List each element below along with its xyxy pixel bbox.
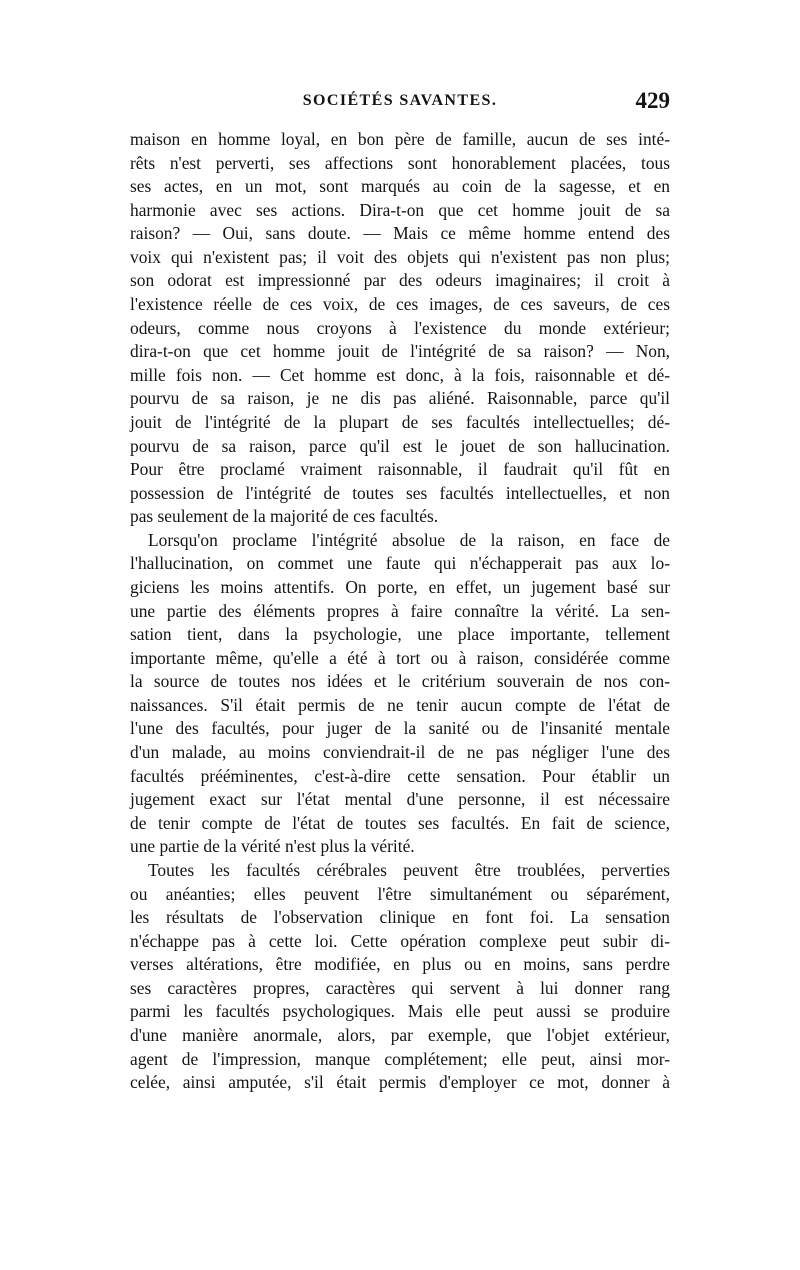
text-line: odeurs, comme nous croyons à l'existence du monde extérieur;	[130, 317, 670, 338]
text-line: importante même, qu'elle a été à tort ou à raison, considérée comme	[130, 647, 670, 668]
text-line: facultés prééminentes, c'est-à-dire cette sensation. Pour établir un	[130, 765, 670, 786]
text-line: possession de l'intégrité de toutes ses facultés intellectuelles, et non	[130, 482, 670, 503]
paragraph-end-line: une partie de la vérité n'est plus la vérité.	[130, 836, 415, 857]
text-line: pourvu de sa raison, je ne dis pas aliéné. Raisonnable, parce qu'il	[130, 388, 670, 409]
text-line: les résultats de l'observation clinique en font foi. La sensation	[130, 907, 670, 928]
text-line: n'échappe pas à cette loi. Cette opération complexe peut subir di-	[130, 930, 670, 951]
body-text	[130, 128, 670, 1095]
text-line: verses altérations, être modifiée, en plus ou en moins, sans perdre	[130, 954, 670, 975]
text-line: naissances. S'il était permis de ne tenir aucun compte de l'état de	[130, 694, 670, 715]
text-line: d'une manière anormale, alors, par exemple, que l'objet extérieur,	[130, 1024, 670, 1045]
text-line: mille fois non. — Cet homme est donc, à la fois, raisonnable et dé-	[130, 364, 670, 385]
page-number: 429	[635, 88, 670, 113]
running-head	[130, 88, 670, 116]
text-line: voix qui n'existent pas; il voit des objets qui n'existent pas non plus;	[130, 246, 670, 267]
text-line: son odorat est impressionné par des odeurs imaginaires; il croit à	[130, 270, 670, 291]
paragraph-end-line: pas seulement de la majorité de ces facultés.	[130, 506, 439, 527]
text-line: de tenir compte de l'état de toutes ses facultés. En fait de science,	[130, 812, 670, 833]
text-line: pourvu de sa raison, parce qu'il est le jouet de son hallucination.	[130, 435, 670, 456]
text-line: agent de l'impression, manque complétement; elle peut, ainsi mor-	[130, 1048, 670, 1069]
text-line: ou anéanties; elles peuvent l'être simultanément ou séparément,	[130, 883, 670, 904]
text-line: sation tient, dans la psychologie, une place importante, tellement	[130, 624, 670, 645]
text-line: jouit de l'intégrité de la plupart de ses facultés intellectuelles; dé-	[130, 411, 670, 432]
text-line: l'hallucination, on commet une faute qui n'échapperait pas aux lo-	[130, 553, 670, 574]
text-line: ses caractères propres, caractères qui servent à lui donner rang	[130, 977, 670, 998]
text-line: l'existence réelle de ces voix, de ces images, de ces saveurs, de ces	[130, 294, 670, 315]
text-line: rêts n'est perverti, ses affections sont honorablement placées, tous	[130, 152, 670, 173]
text-line: la source de toutes nos idées et le critérium souverain de nos con-	[130, 671, 670, 692]
text-line: harmonie avec ses actions. Dira-t-on que cet homme jouit de sa	[130, 199, 670, 220]
text-line: raison? — Oui, sans doute. — Mais ce même homme entend des	[130, 223, 670, 244]
text-line: jugement exact sur l'état mental d'une personne, il est nécessaire	[130, 789, 670, 810]
paragraph-start-line: Lorsqu'on proclame l'intégrité absolue de la raison, en face de	[148, 529, 670, 550]
running-title: SOCIÉTÉS SAVANTES.	[302, 92, 498, 109]
text-line: celée, ainsi amputée, s'il était permis d'employer ce mot, donner à	[130, 1072, 670, 1093]
text-line: maison en homme loyal, en bon père de famille, aucun de ses inté-	[130, 129, 670, 149]
text-line: une partie des éléments propres à faire connaître la vérité. La sen-	[130, 600, 670, 621]
text-line: Pour être proclamé vraiment raisonnable, il faudrait qu'il fût en	[130, 459, 670, 480]
text-line: dira-t-on que cet homme jouit de l'intégrité de sa raison? — Non,	[130, 341, 670, 362]
text-line: giciens les moins attentifs. On porte, en effet, un jugement basé sur	[130, 576, 670, 597]
paragraph-start-line: Toutes les facultés cérébrales peuvent être troublées, perverties	[148, 859, 670, 880]
text-line: l'une des facultés, pour juger de la sanité ou de l'insanité mentale	[130, 718, 670, 739]
text-line: d'un malade, au moins conviendrait-il de ne pas négliger l'une des	[130, 742, 670, 763]
text-line: parmi les facultés psychologiques. Mais elle peut aussi se produire	[130, 1001, 670, 1022]
text-line: ses actes, en un mot, sont marqués au coin de la sagesse, et en	[130, 176, 670, 197]
